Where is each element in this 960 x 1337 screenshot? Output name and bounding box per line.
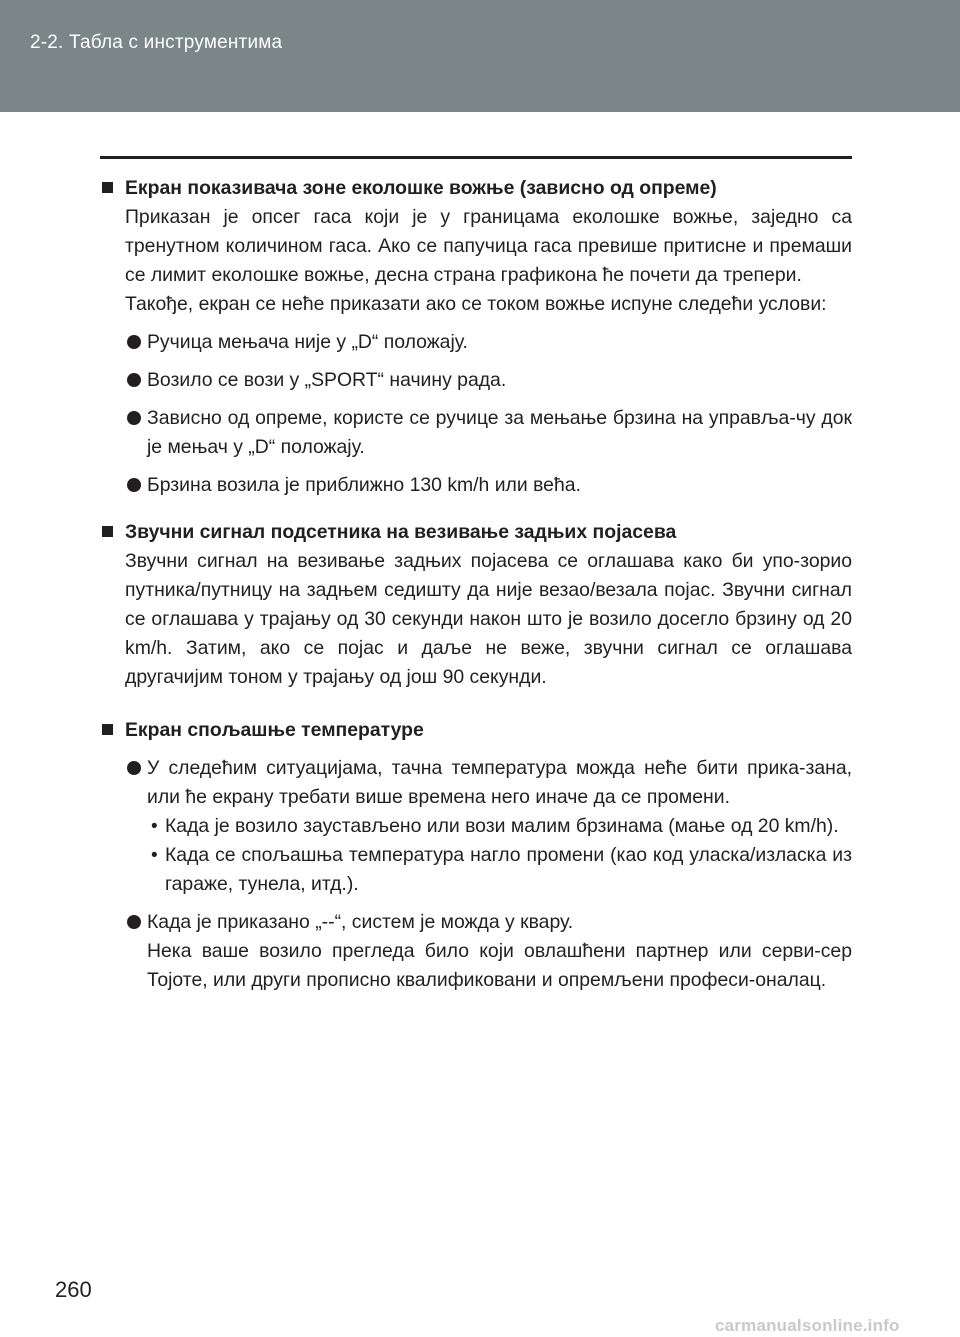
small-bullet-icon: • bbox=[151, 845, 158, 866]
list-item bbox=[100, 754, 852, 812]
small-bullet-icon: • bbox=[151, 816, 158, 837]
round-bullet-icon bbox=[127, 411, 141, 425]
sub-list-item bbox=[100, 841, 852, 899]
page-header bbox=[0, 0, 960, 112]
page-content bbox=[100, 174, 852, 1009]
section-heading bbox=[100, 716, 852, 745]
list-item-text: У следећим ситуацијама, тачна температура можда неће бити прика-зана, или ће екрану требати више времена него иначе да се промени. bbox=[147, 757, 852, 808]
round-bullet-icon bbox=[127, 478, 141, 492]
square-bullet-icon bbox=[102, 526, 113, 537]
chapter-title: 2-2. Табла с инструментима bbox=[30, 32, 283, 53]
section-heading-text: Екран показивача зоне еколошке вожње (зависно од опреме) bbox=[125, 177, 717, 199]
list-item bbox=[100, 908, 852, 937]
round-bullet-icon bbox=[127, 761, 141, 775]
list-item bbox=[100, 404, 852, 462]
square-bullet-icon bbox=[102, 182, 113, 193]
section-heading-text: Звучни сигнал подсетника на везивање задњих појасева bbox=[125, 521, 677, 543]
list-item bbox=[100, 328, 852, 357]
round-bullet-icon bbox=[127, 915, 141, 929]
sub-list-item-text: Када се спољашња температура нагло промени (као код уласка/изласка из гараже, тунела, итд.). bbox=[165, 844, 852, 895]
list-item-text: Зависно од опреме, користе се ручице за мењање брзина на управља-чу док је мењач у „D“ положају. bbox=[147, 407, 852, 458]
list-item bbox=[100, 471, 852, 500]
watermark: carmanualsonline.info bbox=[715, 1316, 900, 1335]
round-bullet-icon bbox=[127, 335, 141, 349]
list-item-text: Возило се вози у „SPORT“ начину рада. bbox=[147, 369, 507, 391]
section-seatbelt-reminder bbox=[100, 518, 852, 692]
square-bullet-icon bbox=[102, 724, 113, 735]
sub-list-item bbox=[100, 812, 852, 841]
round-bullet-icon bbox=[127, 373, 141, 387]
section-heading bbox=[100, 518, 852, 547]
list-item-text: Ручица мењача није у „D“ положају. bbox=[147, 331, 468, 353]
sub-list-item-text: Када је возило заустављено или вози малим брзинама (мање од 20 km/h). bbox=[165, 815, 839, 837]
paragraph: Звучни сигнал на везивање задњих појасева се оглашава како би упо-зорио путника/путницу на задњем седишту да није везао/везала појас. Звучни сигнал се оглашава у трајању од 30 секунди након што је возило досегло брзину од 20 km/h. Затим, ако се појас и даље не веже, звучни сигнал се оглашава другачијим тоном у трајању од још 90 секунди. bbox=[125, 550, 852, 688]
paragraph: Нека ваше возило прегледа било који овлашћени партнер или серви-сер Тојоте, или други прописно квалификовани и опремљени професи-оналац. bbox=[147, 940, 852, 991]
section-eco-zone bbox=[100, 174, 852, 500]
list-item-text: Када је приказано „--“, систем је можда у квару. bbox=[147, 911, 574, 933]
section-outside-temperature bbox=[100, 716, 852, 995]
list-item-text: Брзина возила је приближно 130 km/h или већа. bbox=[147, 474, 581, 496]
paragraph: Приказан је опсег гаса који је у границама еколошке вожње, заједно са тренутном количином гаса. Ако се папучица гаса превише притисне и премаши се лимит еколошке вожње, десна страна графикона ће почети да трепери. bbox=[125, 206, 852, 286]
list-item bbox=[100, 366, 852, 395]
paragraph: Такође, екран се неће приказати ако се током вожње испуне следећи услови: bbox=[125, 293, 827, 315]
page-number: 260 bbox=[55, 1277, 92, 1302]
top-divider bbox=[100, 156, 852, 159]
section-heading-text: Екран спољашње температуре bbox=[125, 719, 424, 741]
section-heading bbox=[100, 174, 852, 203]
